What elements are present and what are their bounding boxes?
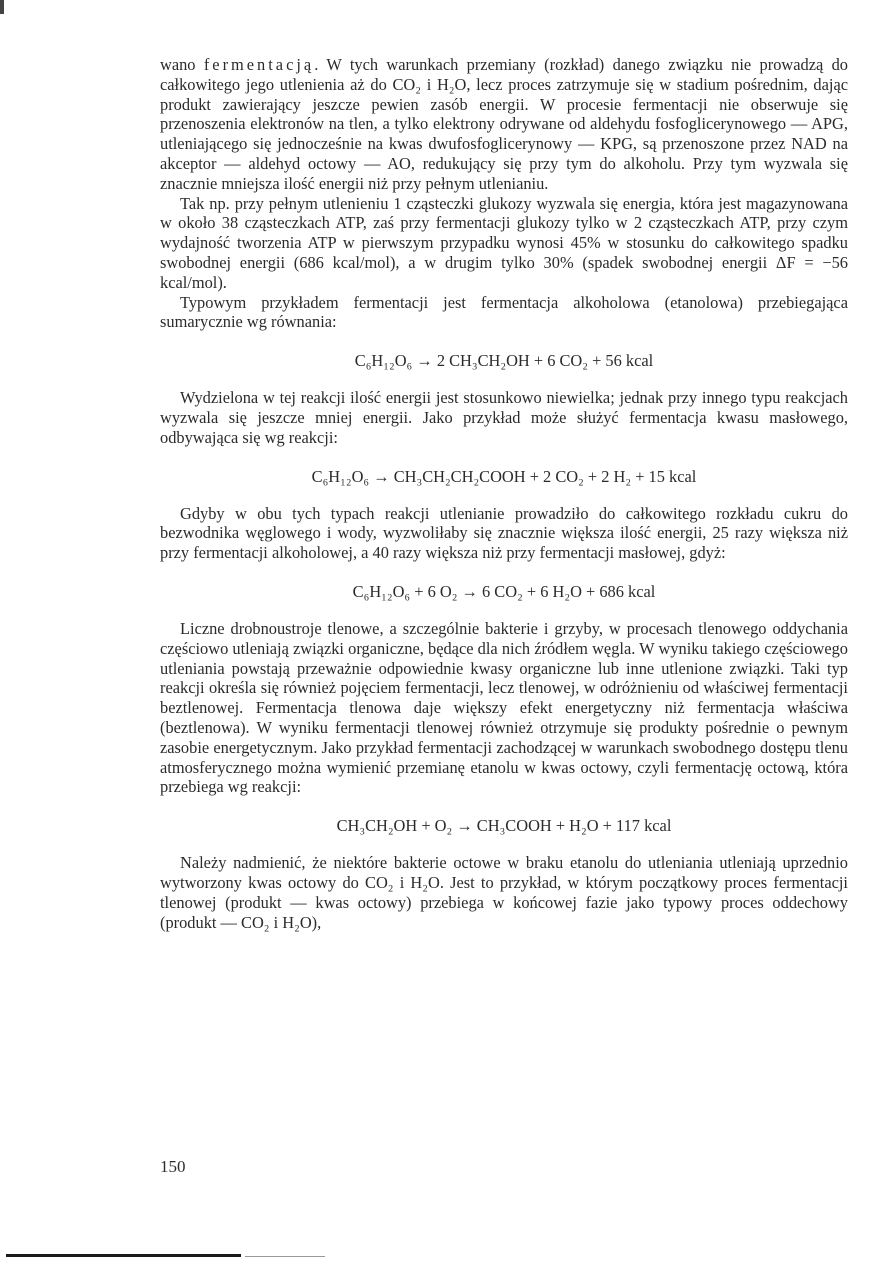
scan-edge-line bbox=[6, 1254, 241, 1257]
paragraph-4: Wydzielona w tej reakcji ilość energii jest stosunkowo niewielka; jednak przy innego typu reakcjach wyzwala się jeszcze mniej energii. Jako przykład może służyć fermentacja kwasu masłowego, odbywająca się wg reakcji: bbox=[160, 388, 848, 447]
paragraph-1 bbox=[160, 55, 848, 194]
equation-full-oxidation: C₆H₁₂O₆ + 6 O₂ → 6 CO₂ + 6 H₂O + 686 kcal bbox=[352, 581, 656, 601]
equation-acetic-fermentation: CH₃CH₂OH + O₂ → CH₃COOH + H₂O + 117 kcal bbox=[336, 816, 672, 836]
paragraph-1-lead: wano bbox=[160, 55, 204, 74]
term-fermentacja: fermentacją bbox=[203, 55, 315, 74]
equation-alcohol-fermentation: C₆H₁₂O₆ → 2 CH₃CH₂OH + 6 CO₂ + 56 kcal bbox=[354, 351, 654, 371]
paragraph-2: Tak np. przy pełnym utlenieniu 1 cząsteczki glukozy wyzwala się energia, która jest magazynowana w około 38 cząsteczkach ATP, zaś przy fermentacji glukozy tylko w 2 cząsteczkach ATP, przy czym wydajność tworzenia ATP w pierwszym przypadku wynosi 45% w stosunku do całkowitego spadku swobodnej energii (686 kcal/mol), a w drugim tylko 30% (spadek swobodnej energii ΔF = −56 kcal/mol). bbox=[160, 193, 848, 292]
paragraph-5: Gdyby w obu tych typach reakcji utlenianie prowadziło do całkowitego rozkładu cukru do bezwodnika węglowego i wody, wyzwoliłaby się znacznie większa ilość energii, 25 razy większa niż przy fermentacji alkoholowej, a 40 razy większa niż przy fermentacji masłowej, gdyż: bbox=[160, 503, 848, 563]
scan-corner-mark bbox=[0, 0, 4, 14]
equation-butyric-fermentation: C₆H₁₂O₆ → CH₃CH₂CH₂COOH + 2 CO₂ + 2 H₂ + 15 kcal bbox=[311, 466, 697, 486]
page-body bbox=[160, 55, 848, 932]
page-number: 150 bbox=[160, 1157, 186, 1176]
scan-edge-line-thin bbox=[245, 1256, 325, 1257]
paragraph-7: Należy nadmienić, że niektóre bakterie octowe w braku etanolu do utleniania utleniają uprzednio wytworzony kwas octowy do CO₂ i H₂O. Jest to przykład, w którym początkowy proces fermentacji tlenowej (produkt — kwas octowy) przebiega w końcowej fazie jako typowy proces oddechowy (produkt — CO₂ i H₂O), bbox=[160, 853, 848, 932]
paragraph-6: Liczne drobnoustroje tlenowe, a szczególnie bakterie i grzyby, w procesach tlenowego oddychania częściowo utleniają związki organiczne, będące dla nich źródłem węgla. W wyniku takiego częściowego utleniania powstają przeważnie odpowiednie kwasy organiczne lub inne utlenione związki. Taki typ reakcji określa się również pojęciem fermentacji, lecz tlenowej, w odróżnieniu od właściwej fermentacji beztlenowej. Fermentacja tlenowa daje większy efekt energetyczny niż fermentacja właściwa (beztlenowa). W wyniku fermentacji tlenowej również otrzymuje się produkty pośrednie o pewnym zasobie energetycznym. Jako przykład fermentacji zachodzącej w warunkach swobodnego dostępu tlenu atmosferycznego można wymienić przemianę etanolu w kwas octowy, czyli fermentację octową, która przebiega wg reakcji: bbox=[160, 618, 848, 797]
paragraph-3: Typowym przykładem fermentacji jest fermentacja alkoholowa (etanolowa) przebiegająca sumarycznie wg równania: bbox=[160, 292, 848, 332]
paragraph-1-rest: . W tych warunkach przemiany (rozkład) danego związku nie prowadzą do całkowitego jego utlenienia aż do CO₂ i H₂O, lecz proces zatrzymuje się w stadium pośrednim, dając produkt zawierający jeszcze pewien zasób energii. W procesie fermentacji nie obserwuje się przenoszenia elektronów na tlen, a tylko elektrony odrywane od aldehydu fosfoglicerynowego — APG, utleniającego się jednocześnie na kwas dwufosfoglicerynowy — KPG, są przenoszone przez NAD na akceptor — aldehyd octowy — AO, redukujący się przy tym do alkoholu. Przy tym wyzwala się znacznie mniejsza ilość energii niż przy pełnym utlenianiu. bbox=[160, 55, 848, 193]
